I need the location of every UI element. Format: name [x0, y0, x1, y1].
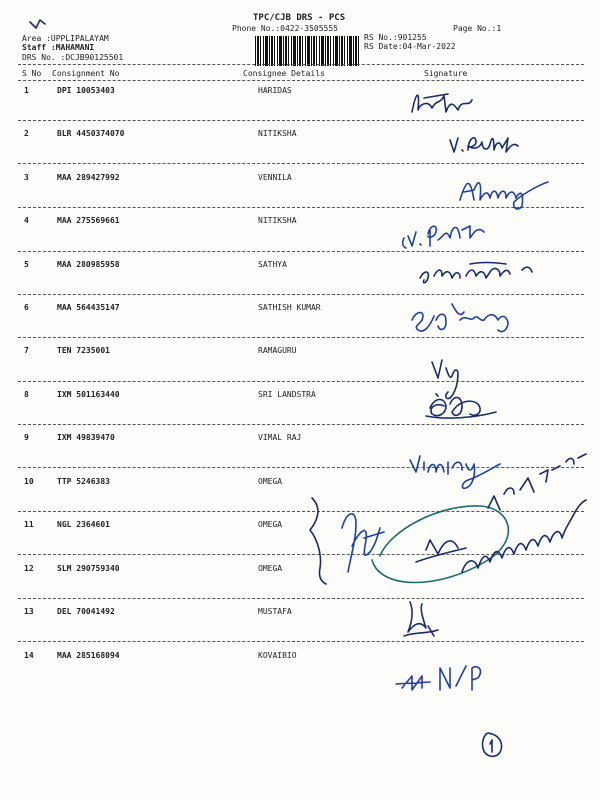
- row-consignee: MUSTAFA: [258, 607, 292, 616]
- row-consignment: MAA 280985958: [57, 260, 120, 269]
- row-consignee: SRI LANDSTRA: [258, 390, 316, 399]
- rs-number: RS No.:901255: [364, 33, 427, 42]
- table-row: [0, 86, 600, 100]
- row-consignee: NITIKSHA: [258, 129, 297, 138]
- phone-number: Phone No.:0422-3505555: [232, 24, 338, 33]
- row-consignment: BLR 4450374070: [57, 129, 125, 138]
- row-sno: 10: [24, 477, 34, 486]
- column-consignment: Consignment No: [52, 69, 120, 78]
- row-consignee: SATHISH KUMAR: [258, 303, 321, 312]
- row-consignment: MAA 275569661: [57, 216, 120, 225]
- document-title: TPC/CJB DRS - PCS: [253, 13, 346, 23]
- row-consignee: SATHYA: [258, 260, 287, 269]
- barcode: [255, 36, 359, 66]
- row-sno: 13: [24, 607, 34, 616]
- row-consignment: MAA 564435147: [57, 303, 120, 312]
- row-sno: 5: [24, 260, 29, 269]
- row-sno: 9: [24, 433, 29, 442]
- row-sno: 8: [24, 390, 29, 399]
- row-divider: [18, 641, 584, 642]
- row-consignee: KOVAIBIO: [258, 651, 297, 660]
- row-divider: [18, 467, 584, 468]
- row-divider: [18, 251, 584, 252]
- row-consignment: IXM 49839470: [57, 433, 115, 442]
- row-divider: [18, 120, 584, 121]
- table-row: [0, 129, 600, 143]
- staff-label: Staff :MAHAMANI: [22, 43, 95, 52]
- table-row: [0, 173, 600, 187]
- row-consignment: IXM 501163440: [57, 390, 120, 399]
- table-row: [0, 651, 600, 665]
- circled-number-icon: [483, 733, 502, 756]
- row-sno: 6: [24, 303, 29, 312]
- table-row: [0, 260, 600, 274]
- page-number: Page No.:1: [453, 24, 502, 33]
- row-sno: 14: [24, 651, 34, 660]
- row-consignee: OMEGA: [258, 564, 283, 573]
- row-consignee: OMEGA: [258, 477, 283, 486]
- row-consignment: TTP 5246383: [57, 477, 110, 486]
- row-sno: 3: [24, 173, 29, 182]
- row-sno: 12: [24, 564, 34, 573]
- row-consignment: DPI 10053403: [57, 86, 115, 95]
- column-divider: [18, 80, 584, 81]
- table-row: [0, 216, 600, 230]
- row-consignee: RAMAGURU: [258, 346, 297, 355]
- row-consignee: VIMAL RAJ: [258, 433, 302, 442]
- row-consignment: MAA 285168094: [57, 651, 120, 660]
- row-sno: 7: [24, 346, 29, 355]
- table-row: [0, 303, 600, 317]
- row-consignment: MAA 289427992: [57, 173, 120, 182]
- table-row: [0, 564, 600, 578]
- row-sno: 2: [24, 129, 29, 138]
- column-signature: Signature: [424, 69, 468, 78]
- row-sno: 4: [24, 216, 29, 225]
- row-divider: [18, 511, 584, 512]
- table-row: [0, 433, 600, 447]
- area-label: Area :UPPLIPALAYAM: [22, 34, 109, 43]
- row-divider: [18, 294, 584, 295]
- table-row: [0, 607, 600, 621]
- signature-row-14: [396, 666, 480, 690]
- row-sno: 11: [24, 520, 34, 529]
- row-consignment: SLM 290759340: [57, 564, 120, 573]
- row-sno: 1: [24, 86, 29, 95]
- table-row: [0, 477, 600, 491]
- rs-date: RS Date:04-Mar-2022: [364, 42, 456, 51]
- column-sno: S No: [22, 69, 42, 78]
- table-row: [0, 346, 600, 360]
- row-consignee: OMEGA: [258, 520, 283, 529]
- table-row: [0, 520, 600, 534]
- row-divider: [18, 207, 584, 208]
- row-divider: [18, 554, 584, 555]
- row-consignee: NITIKSHA: [258, 216, 297, 225]
- column-consignee: Consignee Details: [243, 69, 325, 78]
- row-divider: [18, 337, 584, 338]
- row-divider: [18, 424, 584, 425]
- row-consignment: TEN 7235001: [57, 346, 110, 355]
- drs-number: DRS No. :DCJB90125501: [22, 53, 124, 62]
- row-divider: [18, 598, 584, 599]
- row-consignment: NGL 2364601: [57, 520, 110, 529]
- row-divider: [18, 381, 584, 382]
- row-consignment: DEL 70041492: [57, 607, 115, 616]
- header-divider: [18, 64, 584, 65]
- row-consignee: VENNILA: [258, 173, 292, 182]
- row-consignee: HARIDAS: [258, 86, 292, 95]
- row-divider: [18, 163, 584, 164]
- table-row: [0, 390, 600, 404]
